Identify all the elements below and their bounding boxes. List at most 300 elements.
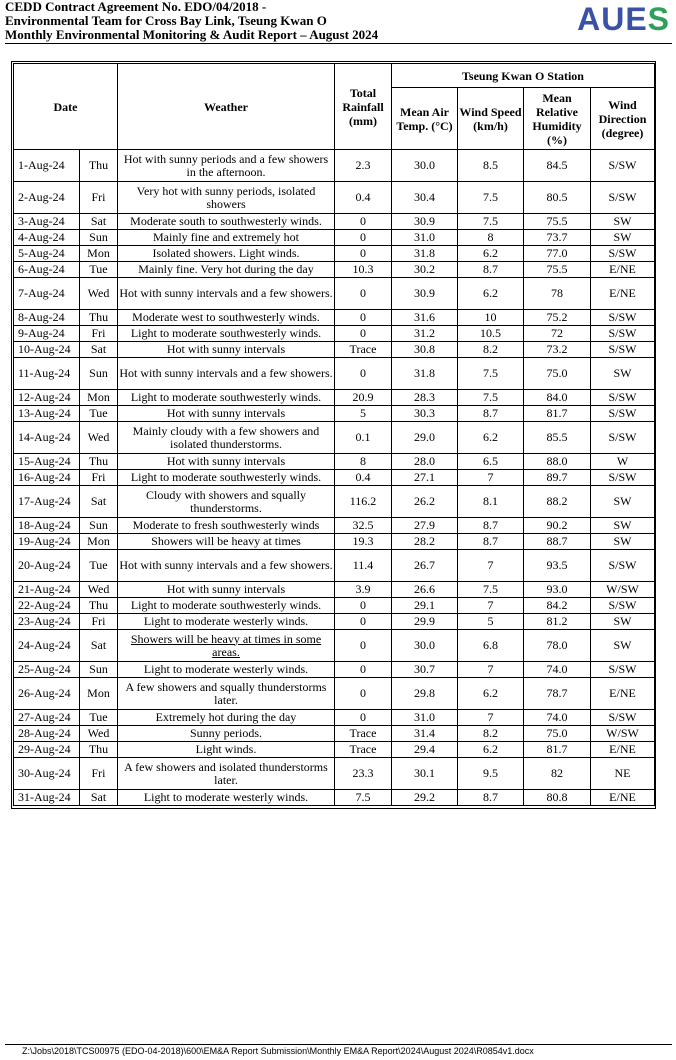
wind-speed-cell: 7.5 [458, 582, 524, 598]
temperature-cell: 30.3 [392, 406, 458, 422]
weather-cell: Hot with sunny intervals [118, 582, 335, 598]
temperature-cell: 30.4 [392, 182, 458, 214]
weather-cell: Hot with sunny intervals [118, 406, 335, 422]
date-cell: 13-Aug-24 [14, 406, 80, 422]
table-row [14, 310, 655, 326]
wind-speed-cell: 8.7 [458, 790, 524, 806]
temperature-cell: 31.2 [392, 326, 458, 342]
wind-direction-cell: SW [591, 614, 655, 630]
wind-speed-cell: 8.7 [458, 406, 524, 422]
wind-direction-cell: SW [591, 230, 655, 246]
table-row [14, 710, 655, 726]
wind-direction-cell: SW [591, 214, 655, 230]
table-row [14, 326, 655, 342]
wind-speed-cell: 6.2 [458, 422, 524, 454]
weather-cell: Sunny periods. [118, 726, 335, 742]
wind-direction-cell: S/SW [591, 182, 655, 214]
wind-direction-cell: S/SW [591, 342, 655, 358]
wind-speed-cell: 7.5 [458, 390, 524, 406]
humidity-cell: 90.2 [524, 518, 591, 534]
aues-logo [577, 2, 670, 36]
weather-cell: Showers will be heavy at times [118, 534, 335, 550]
day-cell: Tue [80, 262, 118, 278]
humidity-cell: 75.0 [524, 726, 591, 742]
day-cell: Sun [80, 518, 118, 534]
table-row [14, 534, 655, 550]
humidity-cell: 85.5 [524, 422, 591, 454]
wind-speed-cell: 9.5 [458, 758, 524, 790]
rainfall-cell: 10.3 [335, 262, 392, 278]
wind-direction-cell: S/SW [591, 310, 655, 326]
weather-table-body [14, 150, 655, 806]
date-cell: 7-Aug-24 [14, 278, 80, 310]
day-cell: Mon [80, 534, 118, 550]
day-cell: Sun [80, 358, 118, 390]
table-row [14, 614, 655, 630]
header-station: Tseung Kwan O Station [392, 64, 655, 88]
table-row [14, 678, 655, 710]
humidity-cell: 75.0 [524, 358, 591, 390]
table-row [14, 358, 655, 390]
day-cell: Sat [80, 790, 118, 806]
date-cell: 31-Aug-24 [14, 790, 80, 806]
temperature-cell: 28.2 [392, 534, 458, 550]
temperature-cell: 29.8 [392, 678, 458, 710]
day-cell: Sat [80, 630, 118, 662]
wind-speed-cell: 7 [458, 710, 524, 726]
day-cell: Thu [80, 598, 118, 614]
wind-speed-cell: 6.2 [458, 278, 524, 310]
weather-cell: A few showers and squally thunderstorms later. [118, 678, 335, 710]
date-cell: 25-Aug-24 [14, 662, 80, 678]
wind-direction-cell: W [591, 454, 655, 470]
wind-direction-cell: S/SW [591, 710, 655, 726]
wind-speed-cell: 8.7 [458, 262, 524, 278]
rainfall-cell: 7.5 [335, 790, 392, 806]
logo-text-aue: AUE [577, 1, 648, 37]
day-cell: Mon [80, 246, 118, 262]
wind-direction-cell: S/SW [591, 246, 655, 262]
date-cell: 30-Aug-24 [14, 758, 80, 790]
temperature-cell: 31.8 [392, 246, 458, 262]
weather-cell: Light to moderate westerly winds. [118, 662, 335, 678]
table-row [14, 470, 655, 486]
weather-cell: Showers will be heavy at times in some areas. [118, 630, 335, 662]
table-row [14, 726, 655, 742]
temperature-cell: 30.2 [392, 262, 458, 278]
humidity-cell: 88.0 [524, 454, 591, 470]
header-divider [5, 43, 672, 44]
humidity-cell: 81.2 [524, 614, 591, 630]
temperature-cell: 30.9 [392, 278, 458, 310]
rainfall-cell: 23.3 [335, 758, 392, 790]
day-cell: Thu [80, 454, 118, 470]
table-row [14, 262, 655, 278]
weather-cell: Mainly fine and extremely hot [118, 230, 335, 246]
header-line-3: Monthly Environmental Monitoring & Audit Report – August 2024 [5, 27, 379, 42]
wind-speed-cell: 8.7 [458, 534, 524, 550]
humidity-cell: 88.7 [524, 534, 591, 550]
humidity-cell: 81.7 [524, 406, 591, 422]
wind-direction-cell: S/SW [591, 598, 655, 614]
wind-direction-cell: SW [591, 630, 655, 662]
weather-cell: Light to moderate southwesterly winds. [118, 326, 335, 342]
rainfall-cell: 0.4 [335, 470, 392, 486]
weather-table-frame [11, 61, 656, 809]
day-cell: Tue [80, 550, 118, 582]
wind-speed-cell: 8.2 [458, 726, 524, 742]
table-row [14, 518, 655, 534]
temperature-cell: 29.0 [392, 422, 458, 454]
day-cell: Thu [80, 310, 118, 326]
wind-direction-cell: W/SW [591, 726, 655, 742]
humidity-cell: 78 [524, 278, 591, 310]
rainfall-cell: 19.3 [335, 534, 392, 550]
temperature-cell: 30.1 [392, 758, 458, 790]
date-cell: 2-Aug-24 [14, 182, 80, 214]
weather-cell: Light to moderate southwesterly winds. [118, 390, 335, 406]
table-row [14, 342, 655, 358]
logo-text-s: S [647, 1, 670, 37]
wind-direction-cell: S/SW [591, 326, 655, 342]
weather-cell: Mainly cloudy with a few showers and isolated thunderstorms. [118, 422, 335, 454]
wind-direction-cell: S/SW [591, 390, 655, 406]
header-line-1: CEDD Contract Agreement No. EDO/04/2018 - [5, 0, 267, 14]
humidity-cell: 74.0 [524, 710, 591, 726]
weather-cell: Moderate west to southwesterly winds. [118, 310, 335, 326]
table-row [14, 230, 655, 246]
humidity-cell: 84.0 [524, 390, 591, 406]
wind-speed-cell: 8.7 [458, 518, 524, 534]
weather-cell: A few showers and isolated thunderstorms later. [118, 758, 335, 790]
wind-direction-cell: E/NE [591, 742, 655, 758]
date-cell: 20-Aug-24 [14, 550, 80, 582]
humidity-cell: 74.0 [524, 662, 591, 678]
rainfall-cell: 0 [335, 614, 392, 630]
date-cell: 24-Aug-24 [14, 630, 80, 662]
day-cell: Sat [80, 342, 118, 358]
weather-cell: Moderate to fresh southwesterly winds [118, 518, 335, 534]
day-cell: Sat [80, 214, 118, 230]
table-row [14, 278, 655, 310]
date-cell: 29-Aug-24 [14, 742, 80, 758]
humidity-cell: 80.8 [524, 790, 591, 806]
wind-direction-cell: E/NE [591, 678, 655, 710]
wind-speed-cell: 7 [458, 550, 524, 582]
header-humidity: Mean Relative Humidity (%) [524, 88, 591, 150]
day-cell: Mon [80, 390, 118, 406]
wind-direction-cell: NE [591, 758, 655, 790]
rainfall-cell: Trace [335, 726, 392, 742]
temperature-cell: 30.0 [392, 630, 458, 662]
wind-speed-cell: 7 [458, 470, 524, 486]
wind-speed-cell: 7.5 [458, 214, 524, 230]
weather-cell: Cloudy with showers and squally thunderstorms. [118, 486, 335, 518]
report-header [5, 0, 565, 42]
humidity-cell: 73.2 [524, 342, 591, 358]
temperature-cell: 26.6 [392, 582, 458, 598]
table-row [14, 454, 655, 470]
weather-cell: Light to moderate southwesterly winds. [118, 598, 335, 614]
date-cell: 12-Aug-24 [14, 390, 80, 406]
table-row [14, 486, 655, 518]
temperature-cell: 30.9 [392, 214, 458, 230]
rainfall-cell: 11.4 [335, 550, 392, 582]
wind-direction-cell: S/SW [591, 550, 655, 582]
humidity-cell: 78.7 [524, 678, 591, 710]
table-row [14, 390, 655, 406]
temperature-cell: 31.0 [392, 710, 458, 726]
date-cell: 11-Aug-24 [14, 358, 80, 390]
temperature-cell: 29.4 [392, 742, 458, 758]
table-row [14, 598, 655, 614]
wind-direction-cell: E/NE [591, 262, 655, 278]
temperature-cell: 27.1 [392, 470, 458, 486]
wind-speed-cell: 10 [458, 310, 524, 326]
weather-cell: Hot with sunny intervals and a few showers. [118, 550, 335, 582]
day-cell: Fri [80, 326, 118, 342]
wind-speed-cell: 6.2 [458, 742, 524, 758]
header-wind-speed: Wind Speed (km/h) [458, 88, 524, 150]
table-row [14, 662, 655, 678]
temperature-cell: 28.0 [392, 454, 458, 470]
humidity-cell: 88.2 [524, 486, 591, 518]
wind-direction-cell: SW [591, 518, 655, 534]
date-cell: 10-Aug-24 [14, 342, 80, 358]
table-row [14, 422, 655, 454]
day-cell: Mon [80, 678, 118, 710]
wind-speed-cell: 7.5 [458, 182, 524, 214]
weather-cell: Moderate south to southwesterly winds. [118, 214, 335, 230]
humidity-cell: 93.5 [524, 550, 591, 582]
footer-file-path: Z:\Jobs\2018\TCS00975 (EDO-04-2018)\600\EM&A Report Submission\Monthly EM&A Report\2024\August 2024\R0854v1.docx [22, 1046, 534, 1056]
wind-direction-cell: E/NE [591, 278, 655, 310]
date-cell: 17-Aug-24 [14, 486, 80, 518]
humidity-cell: 77.0 [524, 246, 591, 262]
day-cell: Fri [80, 758, 118, 790]
humidity-cell: 89.7 [524, 470, 591, 486]
wind-direction-cell: S/SW [591, 422, 655, 454]
date-cell: 5-Aug-24 [14, 246, 80, 262]
rainfall-cell: 0 [335, 630, 392, 662]
temperature-cell: 31.4 [392, 726, 458, 742]
weather-cell: Extremely hot during the day [118, 710, 335, 726]
table-row [14, 630, 655, 662]
rainfall-cell: 0 [335, 662, 392, 678]
table-row [14, 550, 655, 582]
weather-cell: Light to moderate southwesterly winds. [118, 470, 335, 486]
wind-speed-cell: 7 [458, 598, 524, 614]
rainfall-cell: 3.9 [335, 582, 392, 598]
wind-direction-cell: SW [591, 486, 655, 518]
rainfall-cell: 0.1 [335, 422, 392, 454]
humidity-cell: 80.5 [524, 182, 591, 214]
temperature-cell: 31.6 [392, 310, 458, 326]
rainfall-cell: 0 [335, 710, 392, 726]
table-row [14, 406, 655, 422]
rainfall-cell: 0 [335, 214, 392, 230]
footer-divider [5, 1044, 672, 1045]
temperature-cell: 27.9 [392, 518, 458, 534]
header-rainfall: Total Rainfall (mm) [335, 64, 392, 150]
table-row [14, 582, 655, 598]
weather-cell: Hot with sunny intervals [118, 342, 335, 358]
temperature-cell: 26.2 [392, 486, 458, 518]
date-cell: 21-Aug-24 [14, 582, 80, 598]
humidity-cell: 84.2 [524, 598, 591, 614]
date-cell: 8-Aug-24 [14, 310, 80, 326]
wind-direction-cell: S/SW [591, 150, 655, 182]
wind-direction-cell: SW [591, 534, 655, 550]
rainfall-cell: 116.2 [335, 486, 392, 518]
header-date: Date [14, 64, 118, 150]
table-row [14, 246, 655, 262]
temperature-cell: 31.8 [392, 358, 458, 390]
day-cell: Wed [80, 726, 118, 742]
date-cell: 15-Aug-24 [14, 454, 80, 470]
temperature-cell: 31.0 [392, 230, 458, 246]
humidity-cell: 93.0 [524, 582, 591, 598]
day-cell: Wed [80, 422, 118, 454]
day-cell: Thu [80, 150, 118, 182]
rainfall-cell: 0 [335, 326, 392, 342]
rainfall-cell: Trace [335, 742, 392, 758]
weather-cell: Hot with sunny intervals and a few showers. [118, 278, 335, 310]
wind-speed-cell: 6.2 [458, 246, 524, 262]
rainfall-cell: 0 [335, 278, 392, 310]
date-cell: 19-Aug-24 [14, 534, 80, 550]
day-cell: Sat [80, 486, 118, 518]
humidity-cell: 78.0 [524, 630, 591, 662]
date-cell: 14-Aug-24 [14, 422, 80, 454]
wind-speed-cell: 10.5 [458, 326, 524, 342]
wind-speed-cell: 8.2 [458, 342, 524, 358]
rainfall-cell: 20.9 [335, 390, 392, 406]
header-temp: Mean Air Temp. (°C) [392, 88, 458, 150]
temperature-cell: 30.8 [392, 342, 458, 358]
rainfall-cell: 0 [335, 598, 392, 614]
temperature-cell: 30.7 [392, 662, 458, 678]
day-cell: Tue [80, 710, 118, 726]
rainfall-cell: 0 [335, 310, 392, 326]
date-cell: 18-Aug-24 [14, 518, 80, 534]
day-cell: Sun [80, 230, 118, 246]
date-cell: 22-Aug-24 [14, 598, 80, 614]
temperature-cell: 29.2 [392, 790, 458, 806]
date-cell: 1-Aug-24 [14, 150, 80, 182]
header-line-2: Environmental Team for Cross Bay Link, Tseung Kwan O [5, 13, 327, 28]
weather-cell: Mainly fine. Very hot during the day [118, 262, 335, 278]
humidity-cell: 75.5 [524, 214, 591, 230]
day-cell: Sun [80, 662, 118, 678]
weather-cell: Light winds. [118, 742, 335, 758]
weather-table [13, 63, 655, 806]
temperature-cell: 26.7 [392, 550, 458, 582]
humidity-cell: 82 [524, 758, 591, 790]
humidity-cell: 84.5 [524, 150, 591, 182]
weather-cell: Hot with sunny intervals and a few showers. [118, 358, 335, 390]
table-row [14, 214, 655, 230]
date-cell: 9-Aug-24 [14, 326, 80, 342]
wind-speed-cell: 6.5 [458, 454, 524, 470]
wind-speed-cell: 7.5 [458, 358, 524, 390]
day-cell: Wed [80, 582, 118, 598]
table-row [14, 150, 655, 182]
temperature-cell: 29.9 [392, 614, 458, 630]
weather-cell: Light to moderate westerly winds. [118, 790, 335, 806]
rainfall-cell: 0 [335, 678, 392, 710]
header-wind-direction: Wind Direction (degree) [591, 88, 655, 150]
humidity-cell: 81.7 [524, 742, 591, 758]
wind-speed-cell: 8.1 [458, 486, 524, 518]
date-cell: 16-Aug-24 [14, 470, 80, 486]
humidity-cell: 75.2 [524, 310, 591, 326]
wind-speed-cell: 5 [458, 614, 524, 630]
header-weather: Weather [118, 64, 335, 150]
humidity-cell: 73.7 [524, 230, 591, 246]
weather-cell: Isolated showers. Light winds. [118, 246, 335, 262]
wind-speed-cell: 6.8 [458, 630, 524, 662]
date-cell: 4-Aug-24 [14, 230, 80, 246]
wind-direction-cell: S/SW [591, 406, 655, 422]
day-cell: Fri [80, 614, 118, 630]
rainfall-cell: 0 [335, 246, 392, 262]
rainfall-cell: 0 [335, 358, 392, 390]
wind-direction-cell: S/SW [591, 470, 655, 486]
wind-speed-cell: 8.5 [458, 150, 524, 182]
day-cell: Fri [80, 182, 118, 214]
date-cell: 3-Aug-24 [14, 214, 80, 230]
rainfall-cell: 0 [335, 230, 392, 246]
rainfall-cell: 0.4 [335, 182, 392, 214]
wind-speed-cell: 7 [458, 662, 524, 678]
rainfall-cell: Trace [335, 342, 392, 358]
day-cell: Wed [80, 278, 118, 310]
table-row [14, 742, 655, 758]
rainfall-cell: 5 [335, 406, 392, 422]
weather-cell: Hot with sunny intervals [118, 454, 335, 470]
date-cell: 23-Aug-24 [14, 614, 80, 630]
weather-cell: Light to moderate westerly winds. [118, 614, 335, 630]
rainfall-cell: 8 [335, 454, 392, 470]
day-cell: Fri [80, 470, 118, 486]
weather-cell: Hot with sunny periods and a few showers in the afternoon. [118, 150, 335, 182]
date-cell: 26-Aug-24 [14, 678, 80, 710]
day-cell: Tue [80, 406, 118, 422]
table-row [14, 182, 655, 214]
temperature-cell: 28.3 [392, 390, 458, 406]
wind-direction-cell: W/SW [591, 582, 655, 598]
table-row [14, 790, 655, 806]
date-cell: 6-Aug-24 [14, 262, 80, 278]
date-cell: 27-Aug-24 [14, 710, 80, 726]
temperature-cell: 30.0 [392, 150, 458, 182]
rainfall-cell: 32.5 [335, 518, 392, 534]
wind-direction-cell: SW [591, 358, 655, 390]
date-cell: 28-Aug-24 [14, 726, 80, 742]
wind-direction-cell: S/SW [591, 662, 655, 678]
humidity-cell: 72 [524, 326, 591, 342]
table-row [14, 758, 655, 790]
wind-speed-cell: 6.2 [458, 678, 524, 710]
rainfall-cell: 2.3 [335, 150, 392, 182]
humidity-cell: 75.5 [524, 262, 591, 278]
wind-speed-cell: 8 [458, 230, 524, 246]
weather-cell: Very hot with sunny periods, isolated showers [118, 182, 335, 214]
wind-direction-cell: E/NE [591, 790, 655, 806]
day-cell: Thu [80, 742, 118, 758]
temperature-cell: 29.1 [392, 598, 458, 614]
